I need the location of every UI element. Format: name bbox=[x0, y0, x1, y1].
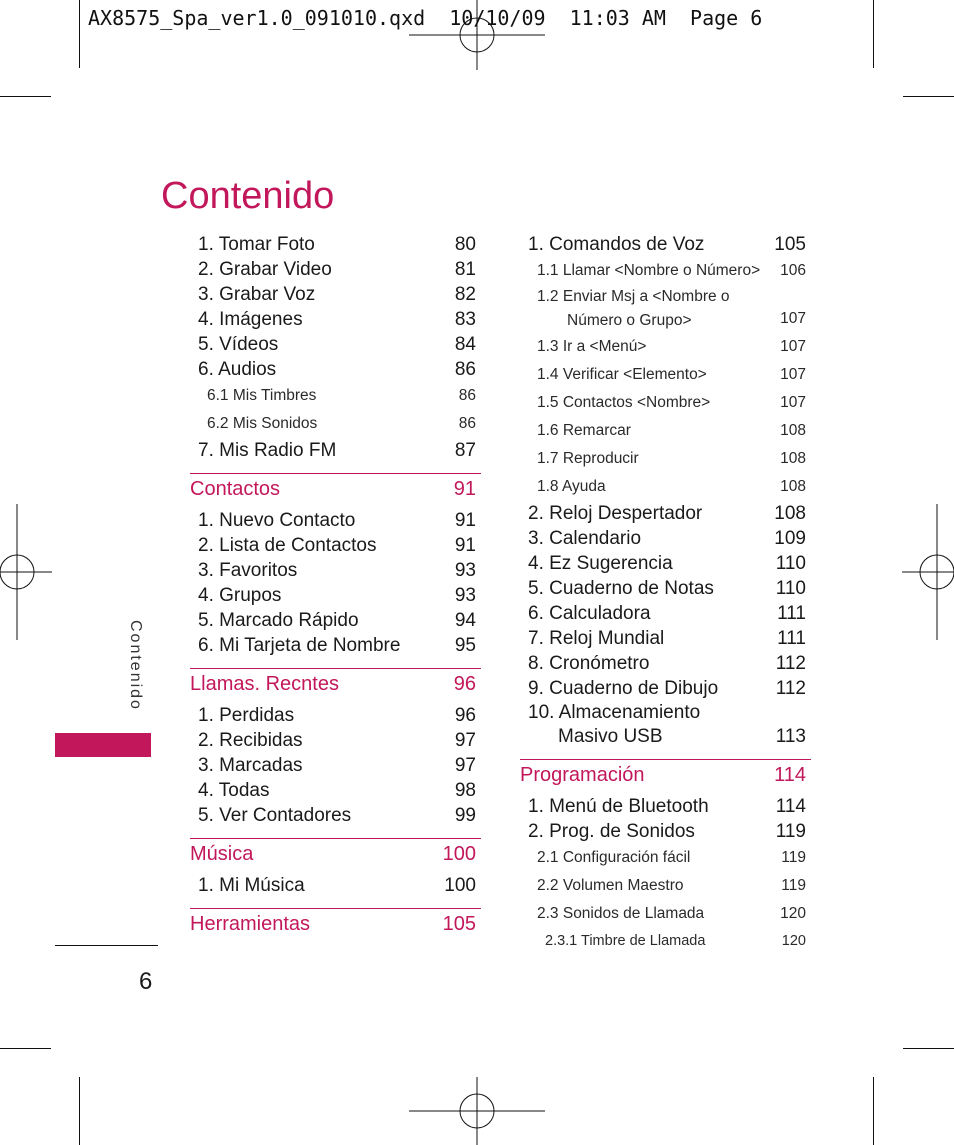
toc-entry[interactable] bbox=[190, 728, 481, 753]
toc-entry-page: 95 bbox=[454, 635, 476, 656]
toc-entry-label: 2. Lista de Contactos bbox=[198, 535, 377, 556]
toc-entry-label: 2.3.1 Timbre de Llamada bbox=[545, 933, 706, 949]
toc-entry[interactable] bbox=[520, 626, 811, 651]
toc-entry-label: 1.7 Reproducir bbox=[537, 450, 639, 467]
toc-section-contactos[interactable] bbox=[190, 473, 481, 504]
toc-entry-page: 112 bbox=[775, 678, 806, 699]
section-page: 105 bbox=[442, 913, 476, 935]
toc-entry-label: 3. Favoritos bbox=[198, 560, 298, 581]
toc-entry-page: 111 bbox=[777, 628, 806, 649]
toc-entry-label: 5. Marcado Rápido bbox=[198, 610, 359, 631]
toc-entry[interactable] bbox=[190, 332, 481, 357]
toc-subentry[interactable] bbox=[520, 389, 811, 417]
toc-entry[interactable] bbox=[190, 282, 481, 307]
toc-entry[interactable] bbox=[190, 703, 481, 728]
section-title: Programación bbox=[520, 764, 645, 786]
page-number-rule bbox=[55, 945, 158, 946]
toc-entry-page: 96 bbox=[454, 705, 476, 726]
toc-left-column bbox=[190, 232, 481, 943]
toc-subentry[interactable] bbox=[520, 361, 811, 389]
toc-entry-page: 114 bbox=[775, 796, 806, 817]
toc-entry-label: 2. Grabar Video bbox=[198, 259, 332, 280]
toc-entry-page: 111 bbox=[777, 603, 806, 624]
toc-section-herramientas[interactable] bbox=[190, 908, 481, 939]
toc-subentry[interactable] bbox=[520, 445, 811, 473]
toc-entry[interactable] bbox=[520, 701, 811, 749]
toc-subentry[interactable] bbox=[520, 473, 811, 501]
toc-entry-label: 2. Recibidas bbox=[198, 730, 303, 751]
toc-entry-label: 7. Reloj Mundial bbox=[528, 628, 665, 649]
toc-entry[interactable] bbox=[190, 633, 481, 658]
toc-entry[interactable] bbox=[190, 873, 481, 898]
toc-entry-page: 93 bbox=[454, 585, 476, 606]
toc-subentry[interactable] bbox=[190, 410, 481, 438]
toc-entry[interactable] bbox=[190, 232, 481, 257]
toc-section-llamadas[interactable] bbox=[190, 668, 481, 699]
toc-subentry[interactable] bbox=[520, 417, 811, 445]
toc-entry-page: 107 bbox=[780, 394, 806, 411]
sidebar-section-tab bbox=[55, 733, 151, 757]
registration-mark-icon bbox=[409, 0, 545, 70]
crop-mark bbox=[903, 96, 954, 97]
section-page: 100 bbox=[442, 843, 476, 865]
page-number: 6 bbox=[139, 968, 153, 995]
section-page: 114 bbox=[774, 764, 806, 786]
toc-entry-page: 110 bbox=[775, 578, 806, 599]
toc-entry[interactable] bbox=[190, 438, 481, 463]
toc-entry-label bbox=[528, 701, 700, 749]
section-title: Música bbox=[190, 843, 254, 865]
toc-entry-page: 84 bbox=[454, 334, 476, 355]
toc-entry-label: 2.2 Volumen Maestro bbox=[537, 877, 684, 894]
crop-mark bbox=[79, 0, 80, 68]
toc-entry[interactable] bbox=[190, 608, 481, 633]
toc-entry-page: 108 bbox=[780, 450, 806, 467]
toc-entry-page: 109 bbox=[774, 528, 806, 549]
toc-entry[interactable] bbox=[520, 601, 811, 626]
registration-mark-icon bbox=[902, 504, 954, 640]
crop-mark bbox=[903, 1048, 954, 1049]
toc-entry-page: 120 bbox=[781, 933, 806, 949]
toc-entry-label: 3. Grabar Voz bbox=[198, 284, 316, 305]
toc-entry-page: 105 bbox=[774, 234, 806, 255]
toc-entry-label: 7. Mis Radio FM bbox=[198, 440, 337, 461]
toc-entry-label-line2: Número o Grupo> bbox=[567, 312, 692, 329]
toc-entry[interactable] bbox=[190, 307, 481, 332]
toc-entry-label: 3. Marcadas bbox=[198, 755, 303, 776]
toc-section-musica[interactable] bbox=[190, 838, 481, 869]
toc-entry-page: 107 bbox=[780, 366, 806, 383]
toc-entry-page: 86 bbox=[458, 387, 476, 404]
crop-mark bbox=[79, 1077, 80, 1145]
toc-entry-label: 1. Comandos de Voz bbox=[528, 234, 705, 255]
toc-entry-label: 1. Nuevo Contacto bbox=[198, 510, 356, 531]
toc-entry-page: 119 bbox=[775, 821, 806, 842]
toc-entry[interactable] bbox=[520, 651, 811, 676]
toc-entry[interactable] bbox=[190, 533, 481, 558]
section-title: Contactos bbox=[190, 478, 281, 500]
toc-entry-label: 2. Prog. de Sonidos bbox=[528, 821, 695, 842]
toc-entry-page: 98 bbox=[454, 780, 476, 801]
toc-entry-page: 110 bbox=[775, 553, 806, 574]
toc-entry-page: 108 bbox=[780, 422, 806, 439]
toc-entry[interactable] bbox=[190, 257, 481, 282]
toc-entry[interactable] bbox=[520, 794, 811, 819]
toc-entry-page: 112 bbox=[775, 653, 806, 674]
toc-subentry[interactable] bbox=[520, 928, 811, 954]
crop-mark bbox=[873, 1077, 874, 1145]
toc-entry-label: 4. Imágenes bbox=[198, 309, 303, 330]
toc-entry-label bbox=[537, 285, 730, 333]
registration-mark-icon bbox=[0, 504, 52, 640]
toc-entry[interactable] bbox=[520, 551, 811, 576]
toc-entry-label: 6.2 Mis Sonidos bbox=[207, 415, 318, 432]
registration-mark-icon bbox=[409, 1077, 545, 1145]
toc-entry-page: 82 bbox=[454, 284, 476, 305]
crop-mark bbox=[0, 1048, 51, 1049]
toc-entry-label: 6. Calculadora bbox=[528, 603, 651, 624]
toc-section-programacion[interactable] bbox=[520, 759, 811, 790]
toc-entry-page: 97 bbox=[454, 755, 476, 776]
toc-entry-page: 97 bbox=[454, 730, 476, 751]
toc-entry-page: 108 bbox=[780, 478, 806, 495]
toc-entry-label: 4. Ez Sugerencia bbox=[528, 553, 673, 574]
toc-entry[interactable] bbox=[520, 501, 811, 526]
toc-entry-label-line2: Masivo USB bbox=[558, 726, 663, 747]
toc-entry-label: 2.1 Configuración fácil bbox=[537, 849, 691, 866]
toc-entry[interactable] bbox=[190, 558, 481, 583]
toc-entry[interactable] bbox=[190, 357, 481, 382]
toc-entry-label: 5. Ver Contadores bbox=[198, 805, 352, 826]
toc-entry[interactable] bbox=[520, 232, 811, 257]
toc-entry-label: 1. Mi Música bbox=[198, 875, 305, 896]
toc-entry-page: 91 bbox=[454, 535, 476, 556]
toc-entry-page: 87 bbox=[454, 440, 476, 461]
toc-entry[interactable] bbox=[190, 753, 481, 778]
toc-entry-label: 1.4 Verificar <Elemento> bbox=[537, 366, 707, 383]
toc-entry-page: 119 bbox=[781, 877, 806, 894]
crop-mark bbox=[0, 96, 51, 97]
toc-subentry[interactable] bbox=[520, 257, 811, 285]
toc-entry-page: 100 bbox=[444, 875, 476, 896]
toc-entry-label-line1: 10. Almacenamiento bbox=[528, 702, 701, 723]
toc-entry-label: 1.8 Ayuda bbox=[537, 478, 606, 495]
toc-entry-label: 1.6 Remarcar bbox=[537, 422, 631, 439]
toc-entry-page: 93 bbox=[454, 560, 476, 581]
crop-mark bbox=[873, 0, 874, 68]
toc-entry-page: 108 bbox=[774, 503, 806, 524]
toc-entry-label: 5. Vídeos bbox=[198, 334, 279, 355]
toc-entry-page: 86 bbox=[458, 415, 476, 432]
toc-entry-page: 107 bbox=[780, 338, 806, 355]
toc-entry-label-line1: 1.2 Enviar Msj a <Nombre o bbox=[537, 288, 730, 305]
toc-entry-label: 1. Perdidas bbox=[198, 705, 295, 726]
toc-entry[interactable] bbox=[190, 803, 481, 828]
toc-entry[interactable] bbox=[520, 576, 811, 601]
toc-entry-page: 120 bbox=[780, 905, 806, 922]
print-slug-line: AX8575_Spa_ver1.0_091010.qxd 10/10/09 11:03 AM Page 6 bbox=[88, 6, 763, 30]
toc-entry-page: 107 bbox=[780, 310, 806, 327]
toc-entry[interactable] bbox=[190, 583, 481, 608]
toc-entry-label: 1. Menú de Bluetooth bbox=[528, 796, 709, 817]
toc-entry-label: 4. Grupos bbox=[198, 585, 282, 606]
toc-subentry[interactable] bbox=[520, 285, 811, 333]
toc-entry-page: 86 bbox=[454, 359, 476, 380]
toc-entry-page: 99 bbox=[454, 805, 476, 826]
toc-entry[interactable] bbox=[190, 778, 481, 803]
toc-entry-label: 6. Audios bbox=[198, 359, 277, 380]
toc-entry[interactable] bbox=[520, 676, 811, 701]
toc-entry-label: 6. Mi Tarjeta de Nombre bbox=[198, 635, 401, 656]
toc-right-column bbox=[520, 232, 811, 954]
toc-entry-label: 1.3 Ir a <Menú> bbox=[537, 338, 647, 355]
toc-entry[interactable] bbox=[190, 508, 481, 533]
toc-entry-page: 119 bbox=[781, 849, 806, 866]
toc-entry-label: 5. Cuaderno de Notas bbox=[528, 578, 714, 599]
toc-entry[interactable] bbox=[520, 526, 811, 551]
toc-entry-label: 2.3 Sonidos de Llamada bbox=[537, 905, 705, 922]
sidebar-section-label: Contenido bbox=[127, 620, 144, 711]
toc-entry-label: 1. Tomar Foto bbox=[198, 234, 315, 255]
toc-entry-label: 6.1 Mis Timbres bbox=[207, 387, 317, 404]
toc-subentry[interactable] bbox=[520, 333, 811, 361]
section-title: Llamas. Recntes bbox=[190, 673, 339, 695]
toc-entry-label: 4. Todas bbox=[198, 780, 270, 801]
toc-entry[interactable] bbox=[520, 819, 811, 844]
toc-subentry[interactable] bbox=[520, 872, 811, 900]
toc-entry-label: 1.5 Contactos <Nombre> bbox=[537, 394, 711, 411]
toc-entry-page: 81 bbox=[454, 259, 476, 280]
toc-entry-page: 91 bbox=[454, 510, 476, 531]
section-title: Herramientas bbox=[190, 913, 311, 935]
toc-subentry[interactable] bbox=[190, 382, 481, 410]
toc-subentry[interactable] bbox=[520, 900, 811, 928]
toc-subentry[interactable] bbox=[520, 844, 811, 872]
toc-entry-label: 9. Cuaderno de Dibujo bbox=[528, 678, 719, 699]
toc-entry-label: 1.1 Llamar <Nombre o Número> bbox=[537, 262, 761, 279]
toc-entry-label: 8. Cronómetro bbox=[528, 653, 650, 674]
toc-entry-page: 113 bbox=[775, 726, 806, 747]
toc-entry-page: 106 bbox=[780, 262, 806, 279]
toc-entry-label: 3. Calendario bbox=[528, 528, 642, 549]
page-title: Contenido bbox=[161, 175, 335, 218]
toc-entry-page: 80 bbox=[454, 234, 476, 255]
toc-entry-label: 2. Reloj Despertador bbox=[528, 503, 703, 524]
toc-entry-page: 83 bbox=[454, 309, 476, 330]
section-page: 96 bbox=[453, 673, 476, 695]
toc-entry-page: 94 bbox=[454, 610, 476, 631]
section-page: 91 bbox=[453, 478, 476, 500]
